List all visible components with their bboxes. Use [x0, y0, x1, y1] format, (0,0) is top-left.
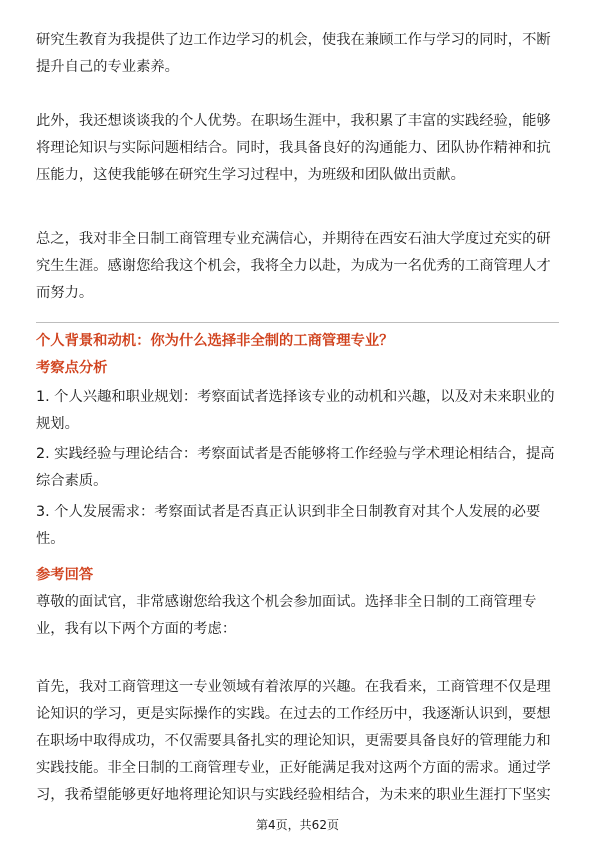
intro-paragraph-3: 总之，我对非全日制工商管理专业充满信心，并期待在西安石油大学度过充实的研究生生涯。感谢您给我这个机会，我将全力以赴，为成为一名优秀的工商管理人才而努力。	[36, 231, 551, 301]
page-number: 第4页，共62页	[256, 818, 339, 832]
intro-paragraph-2: 此外，我还想谈谈我的个人优势。在职场生涯中，我积累了丰富的实践经验，能够将理论知识与实际问题相结合。同时，我具备良好的沟通能力、团队协作精神和抗压能力，这使我能够在研究生学习过程中，为班级和团队做出贡献。	[36, 113, 551, 183]
answer-paragraph-1: 尊敬的面试官，非常感谢您给我这个机会参加面试。选择非全日制的工商管理专业，我有以下两个方面的考虑：	[36, 594, 537, 637]
answer-paragraph-2: 首先，我对工商管理这一专业领域有着浓厚的兴趣。在我看来，工商管理不仅是理论知识的学习，更是实际操作的实践。在过去的工作经历中，我逐渐认识到，要想在职场中取得成功，不仅需要具备扎实的理论知识，更需要具备良好的管理能力和实践技能。非全日制的工商管理专业，正好能满足我对这两个方面的需求。通过学习，我希望能够更好地将理论知识与实践经验相结合，为未来的职业生涯打下坚实	[36, 679, 551, 803]
intro-paragraph-1: 研究生教育为我提供了边工作边学习的机会，使我在兼顾工作与学习的同时，不断提升自己的专业素养。	[36, 32, 551, 75]
analysis-point-1: 1. 个人兴趣和职业规划：考察面试者选择该专业的动机和兴趣，以及对未来职业的规划。	[36, 389, 555, 432]
analysis-point-2: 2. 实践经验与理论结合：考察面试者是否能够将工作经验与学术理论相结合，提高综合素质。	[36, 446, 555, 489]
analysis-heading: 考察点分析	[36, 360, 108, 376]
analysis-point-3: 3. 个人发展需求：考察面试者是否真正认识到非全日制教育对其个人发展的必要性。	[36, 504, 541, 547]
section-divider	[36, 322, 559, 323]
question-title: 个人背景和动机：你为什么选择非全制的工商管理专业？	[36, 333, 394, 349]
answer-heading: 参考回答	[36, 567, 94, 583]
